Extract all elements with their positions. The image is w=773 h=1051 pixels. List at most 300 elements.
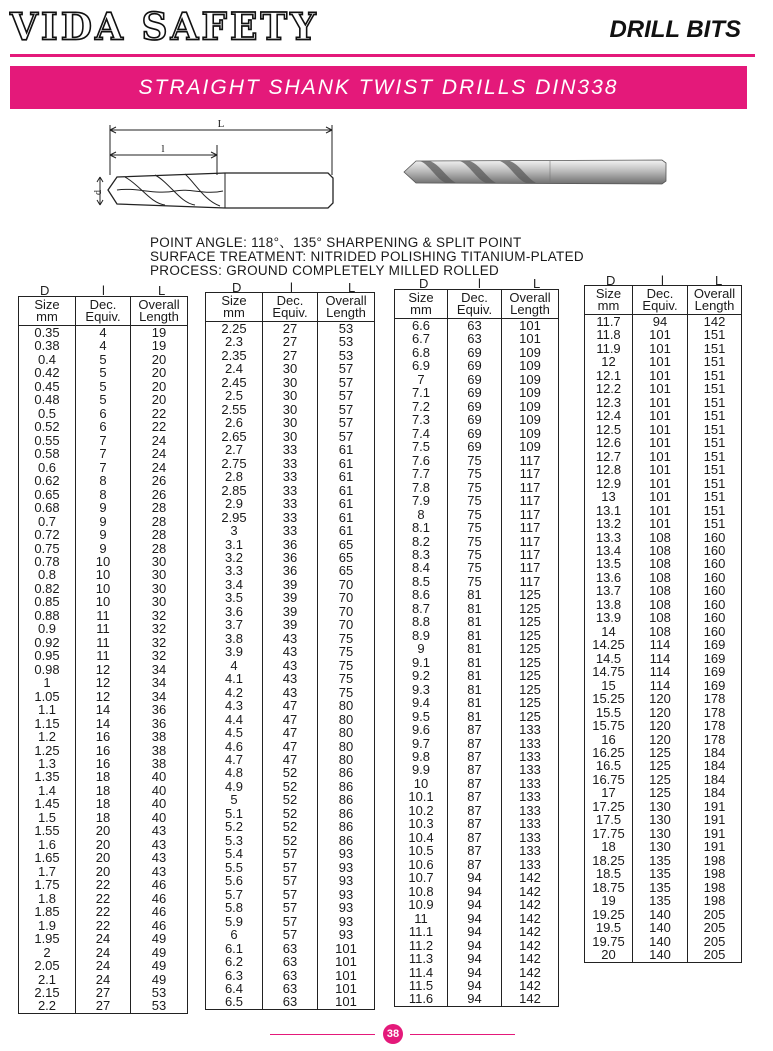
overall-length-cell: 125 xyxy=(502,683,559,696)
overall-length-cell: 61 xyxy=(318,470,375,483)
overall-length-cell: 43 xyxy=(131,851,188,864)
dec-equiv-cell: 101 xyxy=(633,409,688,422)
table-row xyxy=(19,784,188,797)
table-row xyxy=(206,686,375,699)
table-row xyxy=(585,935,742,948)
dec-equiv-cell: 69 xyxy=(448,427,502,440)
table-row xyxy=(585,409,742,422)
table-row xyxy=(19,366,188,379)
overall-length-cell: 28 xyxy=(131,542,188,555)
dec-equiv-cell: 69 xyxy=(448,413,502,426)
overall-length-cell: 28 xyxy=(131,501,188,514)
overall-length-cell: 125 xyxy=(502,602,559,615)
overall-length-cell: 49 xyxy=(131,946,188,959)
table-row xyxy=(585,881,742,894)
dec-equiv-cell: 69 xyxy=(448,346,502,359)
table-row xyxy=(206,591,375,604)
overall-length-cell: 178 xyxy=(688,719,742,732)
header-overall-line: Length xyxy=(510,302,550,317)
dec-equiv-cell: 69 xyxy=(448,359,502,372)
table-row xyxy=(19,420,188,433)
overall-length-cell: 93 xyxy=(318,901,375,914)
size-cell: 9.7 xyxy=(411,735,431,751)
overall-length-cell: 32 xyxy=(131,649,188,662)
table-row xyxy=(19,407,188,420)
dec-equiv-cell: 30 xyxy=(263,389,318,402)
table-row xyxy=(206,955,375,968)
drill-dimension-diagram xyxy=(95,115,345,225)
dec-equiv-cell: 87 xyxy=(448,737,502,750)
table-row xyxy=(19,865,188,878)
table-row xyxy=(206,659,375,672)
size-cell: 4.7 xyxy=(224,752,244,767)
table-row xyxy=(585,773,742,786)
dec-equiv-cell: 69 xyxy=(448,386,502,399)
dec-equiv-cell: 36 xyxy=(263,538,318,551)
dec-equiv-cell: 39 xyxy=(263,591,318,604)
dec-equiv-cell: 108 xyxy=(633,557,688,570)
table-row xyxy=(206,511,375,524)
dec-equiv-cell: 81 xyxy=(448,669,502,682)
header-dec-line: Dec. xyxy=(89,297,117,312)
size-cell: 10.8 xyxy=(408,883,434,899)
table-row xyxy=(19,811,188,824)
overall-length-cell: 86 xyxy=(318,793,375,806)
table-row xyxy=(585,867,742,880)
size-cell: 1.35 xyxy=(34,769,60,785)
header-size xyxy=(19,297,76,326)
table-row xyxy=(585,665,742,678)
size-cell: 0.48 xyxy=(34,392,60,408)
overall-length-cell: 93 xyxy=(318,847,375,860)
dec-equiv-cell: 8 xyxy=(76,488,131,501)
dec-equiv-cell: 16 xyxy=(76,744,131,757)
header-dec-line: Equiv. xyxy=(272,305,308,320)
size-cell: 14.75 xyxy=(592,664,625,680)
dec-equiv-cell: 130 xyxy=(633,840,688,853)
dec-equiv-cell: 75 xyxy=(448,508,502,521)
header-dec-line: Equiv. xyxy=(85,309,121,324)
dec-equiv-cell: 101 xyxy=(633,463,688,476)
size-cell: 16.25 xyxy=(592,745,625,760)
table-row xyxy=(206,847,375,860)
size-cell: 6 xyxy=(230,927,238,943)
overall-length-cell: 142 xyxy=(502,966,559,979)
table-row xyxy=(19,959,188,972)
size-cell: 5.7 xyxy=(224,886,244,902)
overall-length-cell: 43 xyxy=(131,865,188,878)
dec-equiv-cell: 30 xyxy=(263,416,318,429)
header-dec xyxy=(263,293,318,322)
dec-equiv-cell: 125 xyxy=(633,746,688,759)
dec-equiv-cell: 108 xyxy=(633,571,688,584)
size-cell: 7.6 xyxy=(411,452,431,468)
size-cell: 0.55 xyxy=(34,432,60,448)
dec-equiv-cell: 24 xyxy=(76,973,131,986)
table-row xyxy=(585,800,742,813)
overall-length-cell: 142 xyxy=(502,871,559,884)
overall-length-cell: 57 xyxy=(318,430,375,443)
header-dec xyxy=(448,290,502,319)
overall-length-cell: 117 xyxy=(502,494,559,507)
overall-length-cell: 151 xyxy=(688,409,742,422)
table-row xyxy=(395,885,559,898)
table-row xyxy=(395,629,559,642)
table-row xyxy=(19,595,188,608)
dec-equiv-cell: 114 xyxy=(633,638,688,651)
table-row xyxy=(395,413,559,426)
table-row xyxy=(395,669,559,682)
overall-length-cell: 86 xyxy=(318,834,375,847)
overall-length-cell: 80 xyxy=(318,740,375,753)
size-cell: 2.5 xyxy=(224,388,244,404)
table-row xyxy=(206,416,375,429)
size-cell: 4.3 xyxy=(224,698,244,714)
size-cell: 7 xyxy=(417,371,425,387)
dec-equiv-cell: 9 xyxy=(76,501,131,514)
table-row xyxy=(585,315,742,329)
column-key: L xyxy=(533,276,541,291)
table-row xyxy=(19,555,188,568)
overall-length-cell: 205 xyxy=(688,908,742,921)
dec-equiv-cell: 87 xyxy=(448,804,502,817)
overall-length-cell: 109 xyxy=(502,373,559,386)
dec-equiv-cell: 24 xyxy=(76,932,131,945)
table-row xyxy=(19,474,188,487)
size-cell: 11.3 xyxy=(408,951,434,967)
overall-length-cell: 49 xyxy=(131,932,188,945)
overall-length-cell: 24 xyxy=(131,434,188,447)
size-cell: 4.4 xyxy=(224,711,244,727)
dec-equiv-cell: 101 xyxy=(633,382,688,395)
size-cell: 13 xyxy=(601,489,616,505)
size-cell: 12.3 xyxy=(595,394,622,410)
size-cell: 1.05 xyxy=(34,688,60,704)
overall-length-cell: 160 xyxy=(688,625,742,638)
size-cell: 12.4 xyxy=(595,408,622,424)
dec-equiv-cell: 11 xyxy=(76,636,131,649)
table-row xyxy=(395,588,559,601)
table-row xyxy=(206,497,375,510)
size-cell: 0.42 xyxy=(34,365,60,381)
table-row xyxy=(19,973,188,986)
overall-length-cell: 151 xyxy=(688,423,742,436)
dec-equiv-cell: 24 xyxy=(76,946,131,959)
header-dec-line: Dec. xyxy=(461,290,488,305)
dec-equiv-cell: 108 xyxy=(633,584,688,597)
overall-length-cell: 101 xyxy=(318,955,375,968)
dec-equiv-cell: 94 xyxy=(448,939,502,952)
overall-length-cell: 53 xyxy=(318,335,375,348)
size-cell: 4.5 xyxy=(224,725,244,741)
table-row xyxy=(585,948,742,962)
size-cell: 18.5 xyxy=(595,866,622,882)
overall-length-cell: 142 xyxy=(502,925,559,938)
overall-length-cell: 93 xyxy=(318,928,375,941)
size-cell: 0.35 xyxy=(34,325,60,340)
overall-length-cell: 32 xyxy=(131,636,188,649)
table-row xyxy=(19,622,188,635)
size-cell: 0.98 xyxy=(34,661,60,677)
dec-equiv-cell: 10 xyxy=(76,555,131,568)
overall-length-cell: 160 xyxy=(688,584,742,597)
table-row xyxy=(395,710,559,723)
dec-equiv-cell: 33 xyxy=(263,470,318,483)
overall-length-cell: 125 xyxy=(502,710,559,723)
overall-length-cell: 46 xyxy=(131,919,188,932)
dec-equiv-cell: 94 xyxy=(448,898,502,911)
dec-equiv-cell: 94 xyxy=(633,315,688,329)
table-row xyxy=(19,690,188,703)
dec-equiv-cell: 63 xyxy=(448,319,502,333)
overall-length-cell: 40 xyxy=(131,784,188,797)
overall-length-cell: 93 xyxy=(318,915,375,928)
overall-length-cell: 93 xyxy=(318,888,375,901)
dec-equiv-cell: 52 xyxy=(263,834,318,847)
size-cell: 2.8 xyxy=(224,469,244,485)
size-cell: 9.1 xyxy=(411,654,431,670)
size-table xyxy=(584,285,742,963)
header-size-line: Size xyxy=(34,297,60,312)
dec-equiv-cell: 9 xyxy=(76,515,131,528)
overall-length-cell: 133 xyxy=(502,817,559,830)
header-overall xyxy=(318,293,375,322)
overall-length-cell: 125 xyxy=(502,696,559,709)
overall-length-cell: 26 xyxy=(131,474,188,487)
header-overall-line: Overall xyxy=(138,297,180,312)
overall-length-cell: 117 xyxy=(502,535,559,548)
overall-length-cell: 61 xyxy=(318,497,375,510)
overall-length-cell: 30 xyxy=(131,555,188,568)
overall-length-cell: 57 xyxy=(318,376,375,389)
overall-length-cell: 125 xyxy=(502,629,559,642)
table-row xyxy=(395,346,559,359)
dec-equiv-cell: 22 xyxy=(76,919,131,932)
table-row xyxy=(585,477,742,490)
table-row xyxy=(19,744,188,757)
dec-equiv-cell: 81 xyxy=(448,683,502,696)
size-cell: 3.3 xyxy=(224,563,244,579)
table-row xyxy=(206,969,375,982)
size-cell: 8.2 xyxy=(411,533,431,549)
table-row xyxy=(395,508,559,521)
overall-length-cell: 117 xyxy=(502,508,559,521)
header-overall-line: Overall xyxy=(693,286,736,301)
size-cell: 14.25 xyxy=(592,637,625,653)
size-cell: 5.4 xyxy=(224,846,244,862)
overall-length-cell: 142 xyxy=(688,315,742,329)
dec-equiv-cell: 10 xyxy=(76,568,131,581)
overall-length-cell: 101 xyxy=(318,942,375,955)
size-cell: 17.75 xyxy=(592,825,625,841)
overall-length-cell: 43 xyxy=(131,838,188,851)
size-cell: 12.9 xyxy=(595,475,622,491)
header-overall-line: Length xyxy=(139,309,179,324)
size-cell: 18.75 xyxy=(592,879,625,895)
table-row xyxy=(19,542,188,555)
dec-equiv-cell: 4 xyxy=(76,326,131,340)
size-cell: 7.3 xyxy=(411,412,431,428)
table-row xyxy=(206,538,375,551)
dec-equiv-cell: 39 xyxy=(263,605,318,618)
overall-length-cell: 20 xyxy=(131,366,188,379)
overall-length-cell: 151 xyxy=(688,436,742,449)
table-row xyxy=(19,986,188,999)
size-cell: 1.2 xyxy=(37,729,57,745)
size-cell: 8.9 xyxy=(411,627,431,643)
overall-length-cell: 151 xyxy=(688,463,742,476)
overall-length-cell: 70 xyxy=(318,605,375,618)
footer-line-left xyxy=(270,1034,375,1035)
size-cell: 3.9 xyxy=(224,644,244,660)
dec-equiv-cell: 63 xyxy=(263,982,318,995)
dec-equiv-cell: 101 xyxy=(633,517,688,530)
table-row xyxy=(585,894,742,907)
dec-equiv-cell: 57 xyxy=(263,928,318,941)
table-row xyxy=(395,939,559,952)
header-size-line: mm xyxy=(597,298,620,313)
size-cell: 1.9 xyxy=(37,917,57,933)
dimension-d-label: d xyxy=(93,190,104,195)
dec-equiv-cell: 11 xyxy=(76,622,131,635)
table-row xyxy=(585,638,742,651)
size-cell: 2.65 xyxy=(221,428,247,444)
table-row xyxy=(395,373,559,386)
table-row xyxy=(19,461,188,474)
size-cell: 10.1 xyxy=(408,789,434,805)
dec-equiv-cell: 9 xyxy=(76,542,131,555)
table-row xyxy=(206,672,375,685)
dec-equiv-cell: 24 xyxy=(76,959,131,972)
size-cell: 10.6 xyxy=(408,856,434,872)
overall-length-cell: 53 xyxy=(131,986,188,999)
size-cell: 6.5 xyxy=(224,994,244,1010)
dec-equiv-cell: 101 xyxy=(633,369,688,382)
dec-equiv-cell: 130 xyxy=(633,813,688,826)
dec-equiv-cell: 7 xyxy=(76,434,131,447)
dec-equiv-cell: 52 xyxy=(263,780,318,793)
table-row xyxy=(585,342,742,355)
table-row xyxy=(585,598,742,611)
size-cell: 19 xyxy=(601,893,616,909)
size-cell: 19.75 xyxy=(592,933,625,949)
overall-length-cell: 53 xyxy=(318,349,375,362)
dec-equiv-cell: 87 xyxy=(448,858,502,871)
size-cell: 19.5 xyxy=(595,920,622,936)
overall-length-cell: 205 xyxy=(688,935,742,948)
size-cell: 0.4 xyxy=(37,351,57,367)
header-rule xyxy=(10,54,755,57)
dimension-l-label: l xyxy=(161,143,165,155)
table-row xyxy=(585,759,742,772)
table-row xyxy=(19,447,188,460)
table-row xyxy=(19,649,188,662)
overall-length-cell: 75 xyxy=(318,632,375,645)
dec-equiv-cell: 75 xyxy=(448,535,502,548)
overall-length-cell: 40 xyxy=(131,770,188,783)
overall-length-cell: 160 xyxy=(688,531,742,544)
overall-length-cell: 46 xyxy=(131,892,188,905)
table-row xyxy=(206,713,375,726)
size-cell: 11.8 xyxy=(596,327,621,343)
size-cell: 0.8 xyxy=(37,567,57,583)
overall-length-cell: 109 xyxy=(502,346,559,359)
table-row xyxy=(585,625,742,638)
table-row xyxy=(395,898,559,911)
overall-length-cell: 169 xyxy=(688,665,742,678)
header-dec-line: Dec. xyxy=(276,293,304,308)
dec-equiv-cell: 33 xyxy=(263,457,318,470)
header-size-line: mm xyxy=(223,305,245,320)
overall-length-cell: 151 xyxy=(688,396,742,409)
overall-length-cell: 34 xyxy=(131,690,188,703)
dec-equiv-cell: 39 xyxy=(263,618,318,631)
table-row xyxy=(395,871,559,884)
size-cell: 0.62 xyxy=(34,473,60,489)
dec-equiv-cell: 108 xyxy=(633,544,688,557)
table-row xyxy=(585,706,742,719)
table-row xyxy=(395,723,559,736)
table-row xyxy=(19,501,188,514)
table-row xyxy=(19,353,188,366)
table-row xyxy=(206,470,375,483)
size-cell: 1.85 xyxy=(34,904,60,920)
dec-equiv-cell: 12 xyxy=(76,690,131,703)
header-size-line: Size xyxy=(221,293,247,308)
overall-length-cell: 117 xyxy=(502,561,559,574)
overall-length-cell: 32 xyxy=(131,622,188,635)
size-cell: 5.6 xyxy=(224,873,244,889)
overall-length-cell: 65 xyxy=(318,538,375,551)
dec-equiv-cell: 81 xyxy=(448,615,502,628)
size-cell: 5.9 xyxy=(224,913,244,929)
table-row xyxy=(19,932,188,945)
size-cell: 4.6 xyxy=(224,738,244,754)
overall-length-cell: 80 xyxy=(318,699,375,712)
size-cell: 2.6 xyxy=(224,415,244,431)
table-row xyxy=(206,834,375,847)
table-row xyxy=(19,770,188,783)
dec-equiv-cell: 57 xyxy=(263,847,318,860)
dec-equiv-cell: 120 xyxy=(633,733,688,746)
size-cell: 11.6 xyxy=(408,991,434,1007)
size-cell: 0.45 xyxy=(34,378,60,394)
size-cell: 1.4 xyxy=(37,782,57,798)
overall-length-cell: 19 xyxy=(131,339,188,352)
size-cell: 4.8 xyxy=(224,765,244,781)
spec-process: PROCESS: GROUND COMPLETELY MILLED ROLLED xyxy=(150,263,500,278)
table-row xyxy=(395,992,559,1006)
size-cell: 1.8 xyxy=(37,890,57,906)
size-cell: 10.3 xyxy=(408,816,434,832)
dec-equiv-cell: 43 xyxy=(263,632,318,645)
overall-length-cell: 198 xyxy=(688,867,742,880)
overall-length-cell: 133 xyxy=(502,844,559,857)
size-cell: 2.45 xyxy=(221,374,247,390)
size-cell: 10 xyxy=(413,775,429,791)
table-row xyxy=(395,319,559,333)
dec-equiv-cell: 135 xyxy=(633,894,688,907)
size-cell: 6.1 xyxy=(224,940,244,956)
table-row xyxy=(206,389,375,402)
size-cell: 2.75 xyxy=(221,455,247,471)
size-cell: 13.6 xyxy=(595,569,622,585)
dec-equiv-cell: 30 xyxy=(263,430,318,443)
size-cell: 10.2 xyxy=(408,802,434,818)
size-cell: 13.2 xyxy=(595,516,622,532)
size-cell: 2.7 xyxy=(224,442,244,458)
size-cell: 0.9 xyxy=(37,621,57,637)
